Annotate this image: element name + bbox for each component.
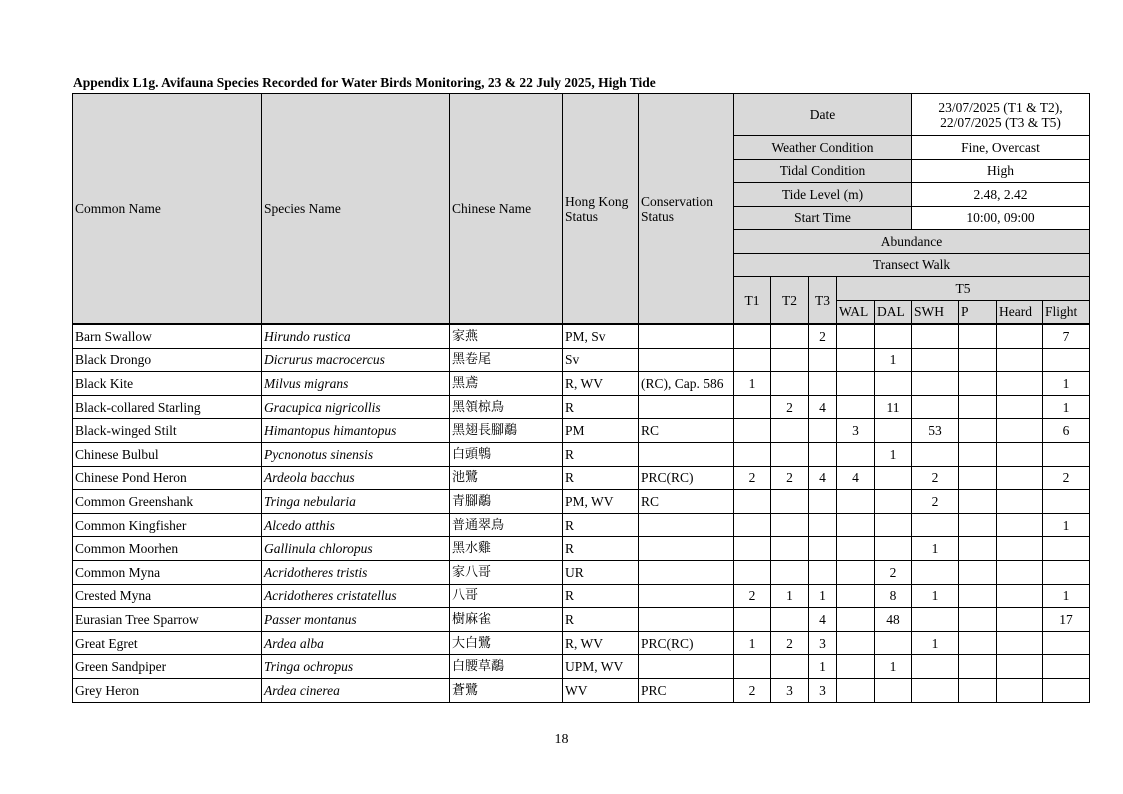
cell-heard bbox=[997, 537, 1043, 561]
header-dal: DAL bbox=[875, 300, 912, 324]
table-row bbox=[73, 348, 1090, 372]
cell-chinese-name: 白腰草鷸 bbox=[450, 655, 563, 679]
cell-species-name: Tringa ochropus bbox=[262, 655, 450, 679]
cell-wal bbox=[837, 560, 875, 584]
cell-t3 bbox=[809, 372, 837, 396]
cell-conservation-status: RC bbox=[639, 490, 734, 514]
cell-species-name: Himantopus himantopus bbox=[262, 419, 450, 443]
cell-t1 bbox=[734, 324, 771, 348]
cell-wal bbox=[837, 348, 875, 372]
cell-chinese-name: 黑卷尾 bbox=[450, 348, 563, 372]
header-flight: Flight bbox=[1043, 300, 1090, 324]
cell-wal bbox=[837, 442, 875, 466]
cell-dal: 11 bbox=[875, 395, 912, 419]
cell-t2 bbox=[771, 442, 809, 466]
cell-t1: 2 bbox=[734, 466, 771, 490]
cell-wal bbox=[837, 324, 875, 348]
header-weather-value: Fine, Overcast bbox=[912, 136, 1090, 160]
cell-p bbox=[959, 631, 997, 655]
cell-t2 bbox=[771, 348, 809, 372]
cell-t1: 1 bbox=[734, 631, 771, 655]
table-row bbox=[73, 631, 1090, 655]
cell-species-name: Gracupica nigricollis bbox=[262, 395, 450, 419]
cell-chinese-name: 大白鷺 bbox=[450, 631, 563, 655]
table-row bbox=[73, 584, 1090, 608]
cell-t2 bbox=[771, 513, 809, 537]
header-conservation-status: Conservation Status bbox=[639, 94, 734, 325]
cell-heard bbox=[997, 372, 1043, 396]
cell-chinese-name: 黑鳶 bbox=[450, 372, 563, 396]
cell-p bbox=[959, 537, 997, 561]
cell-t1 bbox=[734, 442, 771, 466]
cell-species-name: Milvus migrans bbox=[262, 372, 450, 396]
cell-species-name: Ardea alba bbox=[262, 631, 450, 655]
cell-swh bbox=[912, 442, 959, 466]
cell-chinese-name: 八哥 bbox=[450, 584, 563, 608]
cell-hk-status: R bbox=[563, 537, 639, 561]
header-common-name: Common Name bbox=[73, 94, 262, 325]
cell-conservation-status bbox=[639, 608, 734, 632]
header-start-time-value: 10:00, 09:00 bbox=[912, 206, 1090, 230]
cell-dal: 1 bbox=[875, 655, 912, 679]
cell-p bbox=[959, 513, 997, 537]
cell-hk-status: PM, Sv bbox=[563, 324, 639, 348]
cell-wal bbox=[837, 513, 875, 537]
table-row bbox=[73, 537, 1090, 561]
cell-chinese-name: 家燕 bbox=[450, 324, 563, 348]
cell-flight: 6 bbox=[1043, 419, 1090, 443]
cell-t2 bbox=[771, 655, 809, 679]
cell-wal bbox=[837, 490, 875, 514]
cell-flight bbox=[1043, 631, 1090, 655]
cell-dal: 1 bbox=[875, 348, 912, 372]
cell-dal bbox=[875, 466, 912, 490]
cell-chinese-name: 池鷺 bbox=[450, 466, 563, 490]
cell-t2 bbox=[771, 490, 809, 514]
cell-heard bbox=[997, 466, 1043, 490]
cell-t3 bbox=[809, 442, 837, 466]
table-row bbox=[73, 608, 1090, 632]
cell-dal: 8 bbox=[875, 584, 912, 608]
cell-conservation-status bbox=[639, 442, 734, 466]
cell-t1 bbox=[734, 395, 771, 419]
cell-dal bbox=[875, 324, 912, 348]
cell-t3 bbox=[809, 490, 837, 514]
cell-t1 bbox=[734, 490, 771, 514]
cell-t1: 1 bbox=[734, 372, 771, 396]
cell-chinese-name: 黑領椋鳥 bbox=[450, 395, 563, 419]
cell-common-name: Common Moorhen bbox=[73, 537, 262, 561]
cell-swh: 1 bbox=[912, 584, 959, 608]
cell-p bbox=[959, 348, 997, 372]
cell-t3: 1 bbox=[809, 655, 837, 679]
cell-p bbox=[959, 395, 997, 419]
cell-t2: 3 bbox=[771, 678, 809, 702]
cell-hk-status: PM bbox=[563, 419, 639, 443]
cell-common-name: Crested Myna bbox=[73, 584, 262, 608]
cell-common-name: Green Sandpiper bbox=[73, 655, 262, 679]
cell-common-name: Great Egret bbox=[73, 631, 262, 655]
cell-flight: 1 bbox=[1043, 513, 1090, 537]
cell-wal bbox=[837, 678, 875, 702]
cell-t3: 4 bbox=[809, 466, 837, 490]
cell-swh: 2 bbox=[912, 490, 959, 514]
cell-flight: 1 bbox=[1043, 395, 1090, 419]
cell-flight bbox=[1043, 348, 1090, 372]
header-p: P bbox=[959, 300, 997, 324]
header-date-value: 23/07/2025 (T1 & T2), 22/07/2025 (T3 & T5) bbox=[912, 94, 1090, 136]
header-t1: T1 bbox=[734, 277, 771, 325]
cell-t2: 2 bbox=[771, 631, 809, 655]
cell-p bbox=[959, 442, 997, 466]
cell-conservation-status bbox=[639, 348, 734, 372]
header-tidal-value: High bbox=[912, 159, 1090, 183]
cell-dal: 48 bbox=[875, 608, 912, 632]
cell-heard bbox=[997, 419, 1043, 443]
cell-species-name: Pycnonotus sinensis bbox=[262, 442, 450, 466]
cell-common-name: Black Kite bbox=[73, 372, 262, 396]
cell-flight: 7 bbox=[1043, 324, 1090, 348]
cell-t3 bbox=[809, 537, 837, 561]
cell-t2 bbox=[771, 537, 809, 561]
cell-species-name: Ardea cinerea bbox=[262, 678, 450, 702]
cell-species-name: Acridotheres tristis bbox=[262, 560, 450, 584]
cell-species-name: Tringa nebularia bbox=[262, 490, 450, 514]
cell-t2 bbox=[771, 608, 809, 632]
cell-species-name: Gallinula chloropus bbox=[262, 537, 450, 561]
cell-p bbox=[959, 490, 997, 514]
cell-hk-status: R bbox=[563, 395, 639, 419]
cell-t3 bbox=[809, 348, 837, 372]
cell-swh bbox=[912, 348, 959, 372]
cell-chinese-name: 家八哥 bbox=[450, 560, 563, 584]
cell-wal bbox=[837, 537, 875, 561]
header-tide-level-label: Tide Level (m) bbox=[734, 183, 912, 207]
header-abundance: Abundance bbox=[734, 230, 1090, 254]
cell-t2 bbox=[771, 419, 809, 443]
header-heard: Heard bbox=[997, 300, 1043, 324]
cell-t1 bbox=[734, 608, 771, 632]
cell-t2: 1 bbox=[771, 584, 809, 608]
cell-swh bbox=[912, 372, 959, 396]
cell-heard bbox=[997, 608, 1043, 632]
header-start-time-label: Start Time bbox=[734, 206, 912, 230]
cell-dal: 2 bbox=[875, 560, 912, 584]
table-row bbox=[73, 678, 1090, 702]
cell-t3 bbox=[809, 513, 837, 537]
cell-hk-status: WV bbox=[563, 678, 639, 702]
cell-flight bbox=[1043, 490, 1090, 514]
cell-heard bbox=[997, 513, 1043, 537]
cell-p bbox=[959, 419, 997, 443]
cell-conservation-status: PRC bbox=[639, 678, 734, 702]
cell-t3: 1 bbox=[809, 584, 837, 608]
cell-wal bbox=[837, 631, 875, 655]
header-tide-level-value: 2.48, 2.42 bbox=[912, 183, 1090, 207]
species-table bbox=[72, 93, 1090, 703]
cell-swh bbox=[912, 608, 959, 632]
cell-species-name: Passer montanus bbox=[262, 608, 450, 632]
cell-flight bbox=[1043, 678, 1090, 702]
cell-conservation-status: (RC), Cap. 586 bbox=[639, 372, 734, 396]
cell-hk-status: R bbox=[563, 442, 639, 466]
cell-heard bbox=[997, 655, 1043, 679]
cell-dal bbox=[875, 537, 912, 561]
cell-dal bbox=[875, 678, 912, 702]
cell-t1 bbox=[734, 348, 771, 372]
cell-conservation-status: RC bbox=[639, 419, 734, 443]
cell-swh bbox=[912, 395, 959, 419]
cell-flight bbox=[1043, 560, 1090, 584]
cell-species-name: Acridotheres cristatellus bbox=[262, 584, 450, 608]
cell-hk-status: R bbox=[563, 584, 639, 608]
table-row bbox=[73, 395, 1090, 419]
cell-p bbox=[959, 678, 997, 702]
cell-common-name: Common Myna bbox=[73, 560, 262, 584]
cell-dal bbox=[875, 419, 912, 443]
cell-wal: 4 bbox=[837, 466, 875, 490]
cell-t1 bbox=[734, 513, 771, 537]
cell-swh bbox=[912, 513, 959, 537]
cell-dal bbox=[875, 490, 912, 514]
cell-heard bbox=[997, 560, 1043, 584]
cell-flight bbox=[1043, 655, 1090, 679]
cell-common-name: Black-winged Stilt bbox=[73, 419, 262, 443]
page-number: 18 bbox=[554, 732, 569, 747]
cell-conservation-status bbox=[639, 655, 734, 679]
cell-swh: 53 bbox=[912, 419, 959, 443]
cell-t2 bbox=[771, 324, 809, 348]
cell-hk-status: UPM, WV bbox=[563, 655, 639, 679]
cell-flight: 2 bbox=[1043, 466, 1090, 490]
cell-t2 bbox=[771, 560, 809, 584]
cell-common-name: Chinese Pond Heron bbox=[73, 466, 262, 490]
cell-dal bbox=[875, 631, 912, 655]
cell-conservation-status bbox=[639, 537, 734, 561]
cell-swh bbox=[912, 678, 959, 702]
cell-wal bbox=[837, 584, 875, 608]
table-row bbox=[73, 560, 1090, 584]
table-header bbox=[73, 94, 1090, 325]
header-t3: T3 bbox=[809, 277, 837, 325]
cell-t3: 4 bbox=[809, 608, 837, 632]
header-t5: T5 bbox=[837, 277, 1090, 301]
cell-hk-status: R bbox=[563, 466, 639, 490]
cell-hk-status: Sv bbox=[563, 348, 639, 372]
cell-heard bbox=[997, 442, 1043, 466]
cell-common-name: Black-collared Starling bbox=[73, 395, 262, 419]
cell-p bbox=[959, 466, 997, 490]
cell-t3 bbox=[809, 419, 837, 443]
cell-dal: 1 bbox=[875, 442, 912, 466]
cell-t3: 3 bbox=[809, 631, 837, 655]
cell-hk-status: R bbox=[563, 608, 639, 632]
cell-flight bbox=[1043, 537, 1090, 561]
cell-t1 bbox=[734, 537, 771, 561]
cell-wal bbox=[837, 608, 875, 632]
table-row bbox=[73, 513, 1090, 537]
table-row bbox=[73, 442, 1090, 466]
cell-species-name: Alcedo atthis bbox=[262, 513, 450, 537]
cell-t3: 4 bbox=[809, 395, 837, 419]
cell-conservation-status: PRC(RC) bbox=[639, 631, 734, 655]
cell-t1 bbox=[734, 419, 771, 443]
header-date-label: Date bbox=[734, 94, 912, 136]
cell-p bbox=[959, 560, 997, 584]
table-caption: Appendix L1g. Avifauna Species Recorded for Water Birds Monitoring, 23 & 22 July 2025, High Tide bbox=[73, 75, 656, 90]
cell-wal: 3 bbox=[837, 419, 875, 443]
cell-heard bbox=[997, 584, 1043, 608]
cell-wal bbox=[837, 655, 875, 679]
cell-swh bbox=[912, 324, 959, 348]
cell-hk-status: R, WV bbox=[563, 631, 639, 655]
table-row bbox=[73, 372, 1090, 396]
header-swh: SWH bbox=[912, 300, 959, 324]
cell-conservation-status bbox=[639, 395, 734, 419]
cell-p bbox=[959, 324, 997, 348]
cell-chinese-name: 普通翠鳥 bbox=[450, 513, 563, 537]
cell-t2: 2 bbox=[771, 395, 809, 419]
header-transect-walk: Transect Walk bbox=[734, 253, 1090, 277]
cell-common-name: Black Drongo bbox=[73, 348, 262, 372]
header-chinese-name: Chinese Name bbox=[450, 94, 563, 325]
cell-t1: 2 bbox=[734, 584, 771, 608]
cell-chinese-name: 樹麻雀 bbox=[450, 608, 563, 632]
cell-heard bbox=[997, 395, 1043, 419]
table-row bbox=[73, 466, 1090, 490]
cell-conservation-status bbox=[639, 513, 734, 537]
cell-heard bbox=[997, 348, 1043, 372]
cell-heard bbox=[997, 631, 1043, 655]
cell-p bbox=[959, 372, 997, 396]
cell-chinese-name: 白頭鵯 bbox=[450, 442, 563, 466]
cell-conservation-status bbox=[639, 584, 734, 608]
cell-chinese-name: 黑水雞 bbox=[450, 537, 563, 561]
cell-conservation-status bbox=[639, 560, 734, 584]
cell-t3: 3 bbox=[809, 678, 837, 702]
cell-species-name: Ardeola bacchus bbox=[262, 466, 450, 490]
cell-flight bbox=[1043, 442, 1090, 466]
cell-t3: 2 bbox=[809, 324, 837, 348]
cell-t1 bbox=[734, 655, 771, 679]
header-t2: T2 bbox=[771, 277, 809, 325]
cell-species-name: Hirundo rustica bbox=[262, 324, 450, 348]
cell-flight: 1 bbox=[1043, 372, 1090, 396]
cell-p bbox=[959, 608, 997, 632]
cell-common-name: Grey Heron bbox=[73, 678, 262, 702]
header-hk-status: Hong Kong Status bbox=[563, 94, 639, 325]
cell-common-name: Common Greenshank bbox=[73, 490, 262, 514]
cell-flight: 1 bbox=[1043, 584, 1090, 608]
cell-common-name: Eurasian Tree Sparrow bbox=[73, 608, 262, 632]
cell-common-name: Barn Swallow bbox=[73, 324, 262, 348]
cell-wal bbox=[837, 372, 875, 396]
cell-swh: 1 bbox=[912, 631, 959, 655]
cell-heard bbox=[997, 678, 1043, 702]
table-row bbox=[73, 655, 1090, 679]
table-row bbox=[73, 490, 1090, 514]
cell-heard bbox=[997, 324, 1043, 348]
cell-conservation-status: PRC(RC) bbox=[639, 466, 734, 490]
cell-hk-status: R, WV bbox=[563, 372, 639, 396]
cell-t3 bbox=[809, 560, 837, 584]
cell-swh: 1 bbox=[912, 537, 959, 561]
cell-dal bbox=[875, 513, 912, 537]
cell-p bbox=[959, 584, 997, 608]
cell-hk-status: UR bbox=[563, 560, 639, 584]
cell-chinese-name: 蒼鷺 bbox=[450, 678, 563, 702]
cell-t2 bbox=[771, 372, 809, 396]
cell-t1: 2 bbox=[734, 678, 771, 702]
cell-dal bbox=[875, 372, 912, 396]
cell-heard bbox=[997, 490, 1043, 514]
table-body bbox=[73, 324, 1090, 702]
cell-conservation-status bbox=[639, 324, 734, 348]
cell-p bbox=[959, 655, 997, 679]
header-tidal-label: Tidal Condition bbox=[734, 159, 912, 183]
cell-flight: 17 bbox=[1043, 608, 1090, 632]
header-weather-label: Weather Condition bbox=[734, 136, 912, 160]
cell-species-name: Dicrurus macrocercus bbox=[262, 348, 450, 372]
cell-hk-status: R bbox=[563, 513, 639, 537]
cell-common-name: Common Kingfisher bbox=[73, 513, 262, 537]
cell-wal bbox=[837, 395, 875, 419]
cell-chinese-name: 青腳鷸 bbox=[450, 490, 563, 514]
cell-t2: 2 bbox=[771, 466, 809, 490]
cell-t1 bbox=[734, 560, 771, 584]
header-wal: WAL bbox=[837, 300, 875, 324]
cell-swh bbox=[912, 560, 959, 584]
table-row bbox=[73, 419, 1090, 443]
cell-hk-status: PM, WV bbox=[563, 490, 639, 514]
header-species-name: Species Name bbox=[262, 94, 450, 325]
cell-swh: 2 bbox=[912, 466, 959, 490]
table-row bbox=[73, 324, 1090, 348]
cell-swh bbox=[912, 655, 959, 679]
cell-chinese-name: 黑翅長腳鷸 bbox=[450, 419, 563, 443]
cell-common-name: Chinese Bulbul bbox=[73, 442, 262, 466]
